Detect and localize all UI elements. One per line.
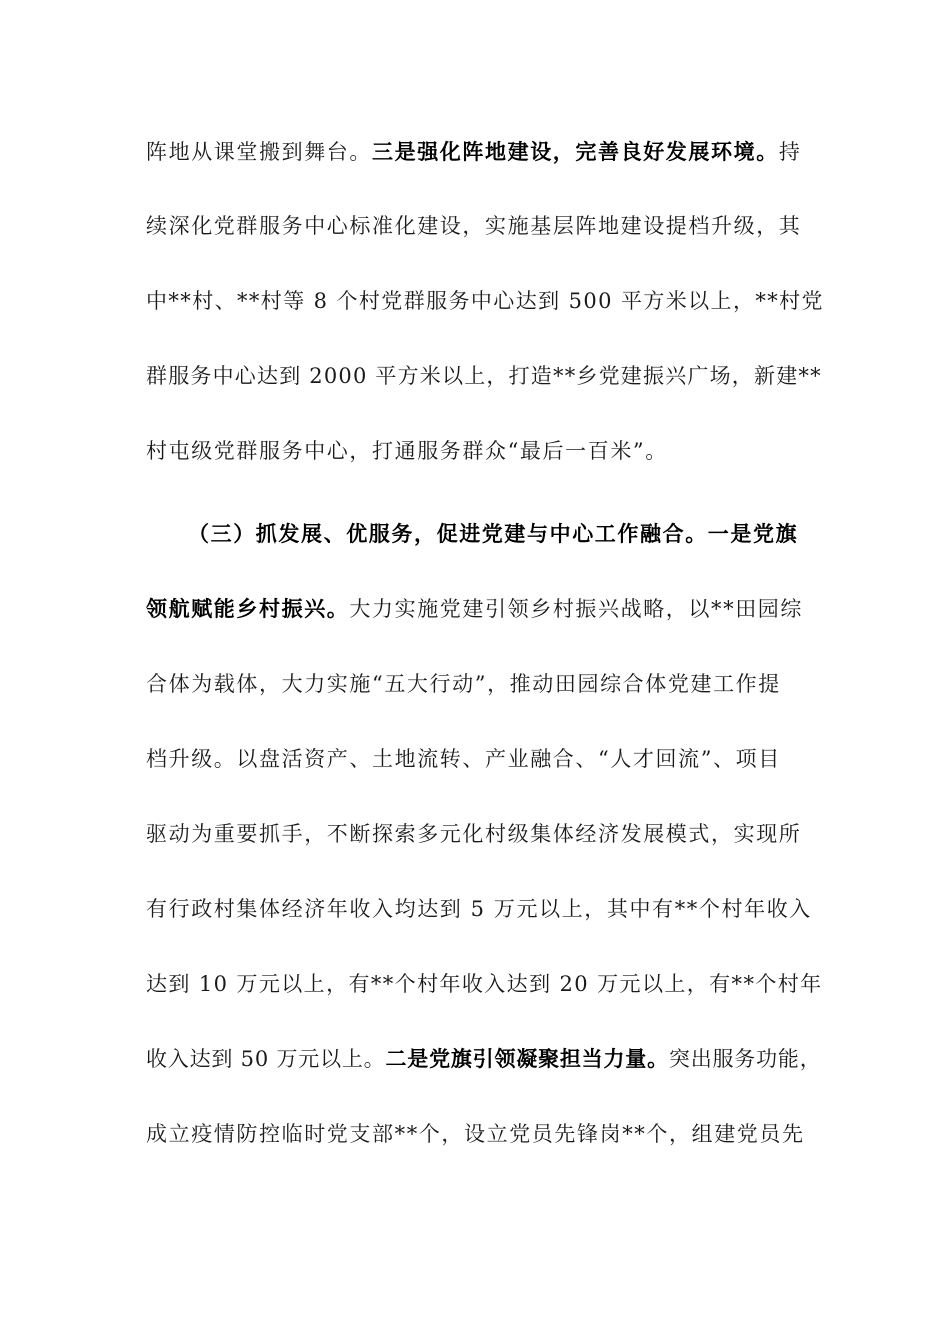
- text-line: [146, 356, 826, 396]
- text-line: [146, 889, 826, 929]
- text-line: [146, 814, 826, 854]
- text-run: 档升级。以盘活资产、土地流转、产业融合、“人才回流”、项目: [146, 747, 781, 771]
- section-heading-line: [188, 514, 828, 554]
- text-line: [146, 132, 826, 172]
- text-line: [146, 1114, 826, 1154]
- text-run: 群服务中心达到 2000 平方米以上，打造**乡党建振兴广场，新建**: [146, 364, 822, 388]
- text-line: [146, 281, 826, 321]
- bold-heading-run: 二是党旗引领凝聚担当力量。: [385, 1047, 669, 1071]
- bold-heading-run: 领航赋能乡村振兴。: [146, 597, 350, 621]
- text-run: 续深化党群服务中心标准化建设，实施基层阵地建设提档升级，其: [146, 214, 802, 238]
- text-run: 合体为载体，大力实施“五大行动”，推动田园综合体党建工作提: [146, 672, 781, 696]
- text-line: [146, 739, 826, 779]
- text-run: 中**村、**村等 8 个村党群服务中心达到 500 平方米以上，**村党: [146, 289, 824, 313]
- text-run: 村屯级党群服务中心，打通服务群众“最后一百米”。: [146, 439, 668, 463]
- bold-heading-run: 三是强化阵地建设，完善良好发展环境。: [372, 140, 779, 164]
- text-run: 收入达到 50 万元以上。: [146, 1047, 386, 1071]
- text-run: 有行政村集体经济年收入均达到 5 万元以上，其中有**个村年收入: [146, 897, 812, 921]
- text-run: 成立疫情防控临时党支部**个，设立党员先锋岗**个，组建党员先: [146, 1122, 805, 1146]
- text-run: 突出服务功能，: [668, 1047, 822, 1071]
- text-run: 驱动为重要抓手，不断探索多元化村级集体经济发展模式，实现所: [146, 822, 802, 846]
- text-line: [146, 664, 826, 704]
- text-line: [146, 589, 826, 629]
- text-run: 大力实施党建引领乡村振兴战略，以**田园综: [349, 597, 804, 621]
- text-line: [146, 206, 826, 246]
- text-line: [146, 964, 826, 1004]
- text-line: [146, 1039, 826, 1079]
- text-run: 阵地从课堂搬到舞台。: [146, 140, 372, 164]
- bold-heading-run: （三）抓发展、优服务，促进党建与中心工作融合。一是党旗: [188, 522, 799, 546]
- text-line: [146, 431, 826, 471]
- text-run: 持: [778, 140, 802, 164]
- text-run: 达到 10 万元以上，有**个村年收入达到 20 万元以上，有**个村年: [146, 972, 823, 996]
